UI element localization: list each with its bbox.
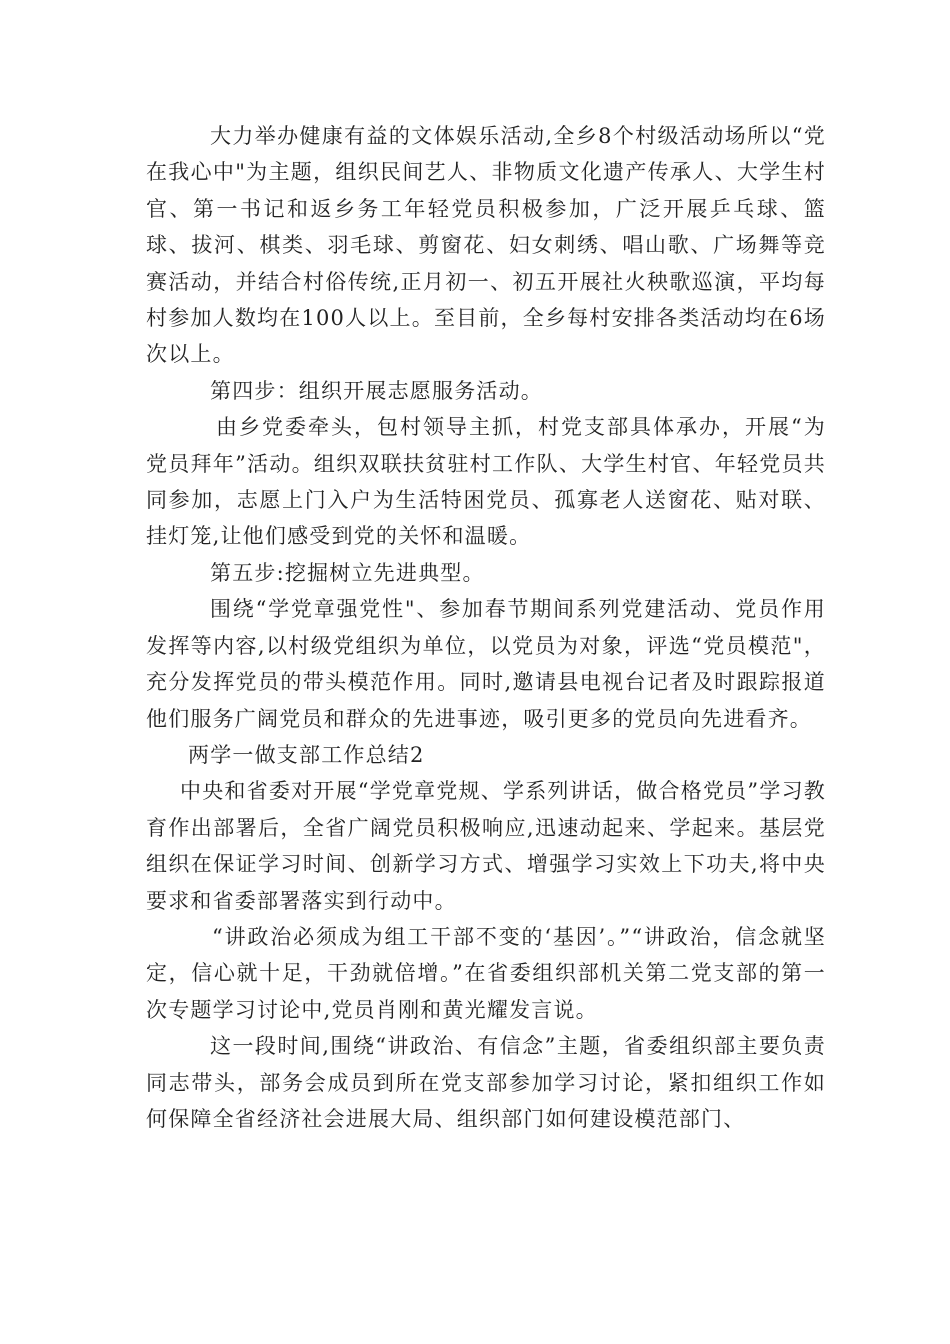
section-title-summary-2: 两学一做支部工作总结2 [188,742,425,767]
paragraph-central-deployment: 中央和省委对开展“学党章党规、学系列讲话，做合格党员”学习教育作出部署后，全省广阔党员积极响应,迅速动起来、学起来。基层党组织在保证学习时间、创新学习方式、增强学习实效上下功夫,将中央要求和省委部署落实到行动中。 [146,779,826,913]
paragraph-cultural-activities: 大力举办健康有益的文体娱乐活动,全乡8个村级活动场所以“党在我心中"为主题，组织民间艺人、非物质文化遗产传承人、大学生村官、第一书记和返乡务工年轻党员积极参加，广泛开展乒乓球、篮球、拔河、棋类、羽毛球、剪窗花、妇女刺绣、唱山歌、广场舞等竞赛活动，并结合村俗传统,正月初一、初五开展社火秧歌巡演，平均每村参加人数均在100人以上。至目前，全乡每村安排各类活动均在6场次以上。 [146,124,826,367]
heading-step-five: 第五步:挖掘树立先进典型。 [210,560,485,585]
heading-step-four: 第四步：组织开展志愿服务活动。 [210,378,543,403]
paragraph-recent-period: 这一段时间,围绕“讲政治、有信念”主题，省委组织部主要负责同志带头，部务会成员到所在党支部参加学习讨论，紧扣组织工作如何保障全省经济社会进展大局、组织部门如何建设模范部门、 [146,1034,826,1131]
document-body [146,118,826,1137]
paragraph-politics-gene: “讲政治必须成为组工干部不变的‘基因’。”“讲政治，信念就坚定，信心就十足，干劲就倍增。”在省委组织部机关第二党支部的第一次专题学习讨论中,党员肖刚和黄光耀发言说。 [146,924,826,1022]
paragraph-advanced-models: 围绕“学党章强党性"、参加春节期间系列党建活动、党员作用发挥等内容,以村级党组织为单位，以党员为对象，评选“党员模范"，充分发挥党员的带头模范作用。同时,邀请县电视台记者及时跟踪报道他们服务广阔党员和群众的先进事迹，吸引更多的党员向先进看齐。 [146,597,826,731]
paragraph-volunteer-service: 由乡党委牵头，包村领导主抓，村党支部具体承办，开展“为党员拜年”活动。组织双联扶贫驻村工作队、大学生村官、年轻党员共同参加，志愿上门入户为生活特困党员、孤寡老人送窗花、贴对联、挂灯笼,让他们感受到党的关怀和温暖。 [146,415,826,549]
